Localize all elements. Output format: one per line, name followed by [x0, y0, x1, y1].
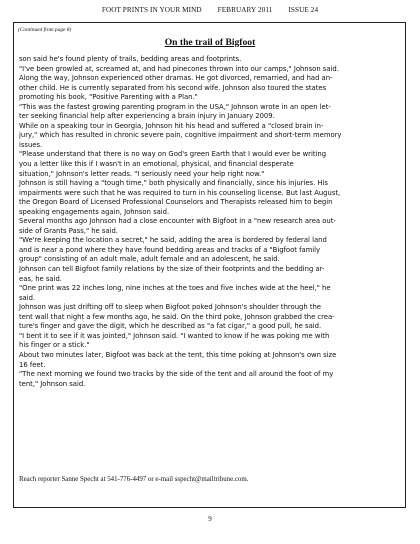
article-line: group" consisting of an adult male, adult female and an adolescent, he said.: [19, 255, 280, 264]
running-header: [0, 6, 420, 14]
article-line: jury," which has resulted in chronic severe pain, cognitive impairment and short-term memory: [19, 131, 342, 140]
article-line: About two minutes later, Bigfoot was back at the tent, this time poking at Johnson's own size: [19, 350, 337, 359]
article-line: other child. He is currently separated from his second wife. Johnson also toured the states: [19, 83, 327, 92]
reporter-byline: Reach reporter Sanne Specht at 541-776-4497 or e-mail sspecht@mailtribune.com.: [19, 476, 249, 483]
article-line: ter seeking financial help after experiencing a brain injury in January 2009.: [19, 112, 275, 121]
article-line: tent," Johnson said.: [19, 379, 86, 388]
article-line: impairments were such that he was required to turn in his counseling license. But last August,: [19, 188, 341, 197]
issue-number: ISSUE 24: [288, 6, 319, 14]
article-line: eas, he said.: [19, 274, 62, 283]
article-line: side of Grants Pass," he said.: [19, 226, 118, 235]
article-body: [19, 55, 401, 389]
article-line: "Please understand that there is no way on God's green Earth that I would ever be writing: [19, 150, 327, 159]
article-line: situation," Johnson's letter reads. "I seriously need your help right now.": [19, 169, 265, 178]
article-line: son said he's found plenty of trails, bedding areas and footprints.: [19, 55, 242, 63]
article-line: Several months ago Johnson had a close encounter with Bigfoot in a "new research area out-: [19, 217, 336, 226]
article-line: you a letter like this if I wasn't in an emotional, physical, and financial desperate: [19, 160, 294, 169]
article-line: tent wall that night a few months ago, he said. On the third poke, Johnson grabbed the crea-: [19, 312, 335, 321]
article-line: the Oregon Board of Licensed Professional Counselors and Therapists released him to begin: [19, 198, 333, 207]
article-line: "I've been growled at, screamed at, and had pinecones thrown into our camps," Johnson said.: [19, 64, 339, 73]
article-line: "This was the fastest growing parenting program in the USA," Johnson wrote in an open let-: [19, 102, 331, 111]
article-line: ture's finger and gave the digit, which he described as "a fat cigar," a good pull, he said.: [19, 322, 322, 331]
article-line: promoting his book, "Positive Parenting with a Plan.": [19, 93, 198, 102]
article-line: "I bent it to see if it was jointed," Johnson said. "I wanted to know if he was poking me with: [19, 331, 330, 340]
continued-note: (Continued from page 8): [18, 27, 72, 33]
article-line: said.: [19, 293, 36, 302]
article-line: 16 feet.: [19, 360, 46, 369]
article-line: his finger or a stick.": [19, 341, 90, 350]
publication-name: FOOT PRINTS IN YOUR MIND: [101, 6, 202, 14]
issue-date: FEBRUARY 2011: [217, 6, 273, 14]
article-line: and is near a pond where they have found bedding areas and tracks of a "Bigfoot family: [19, 245, 321, 254]
page-number: 9: [208, 515, 212, 523]
article-line: Johnson can tell Bigfoot family relations by the size of their footprints and the bedding ar-: [19, 265, 325, 274]
article-line: "The next morning we found two tracks by the side of the tent and all around the foot of my: [19, 370, 334, 379]
article-line: "One print was 22 inches long, nine inches at the toes and five inches wide at the heel," he: [19, 284, 331, 293]
article-line: Along the way, Johnson experienced other dramas. He got divorced, remarried, and had an-: [19, 74, 333, 83]
article-line: While on a speaking tour in Georgia, Johnson hit his head and suffered a "closed brain in-: [19, 121, 324, 130]
article-title: On the trail of Bigfoot: [164, 37, 256, 48]
article-line: Johnson is still having a "tough time," both physically and financially, since his injuries. His: [19, 179, 328, 188]
article-line: speaking engagements again, Johnson said.: [19, 207, 170, 216]
article-line: "We're keeping the location a secret," he said, adding the area is bordered by federal land: [19, 236, 327, 245]
article-line: Johnson was just drifting off to sleep when Bigfoot poked Johnson's shoulder through the: [19, 303, 321, 312]
article-line: issues.: [19, 140, 43, 149]
